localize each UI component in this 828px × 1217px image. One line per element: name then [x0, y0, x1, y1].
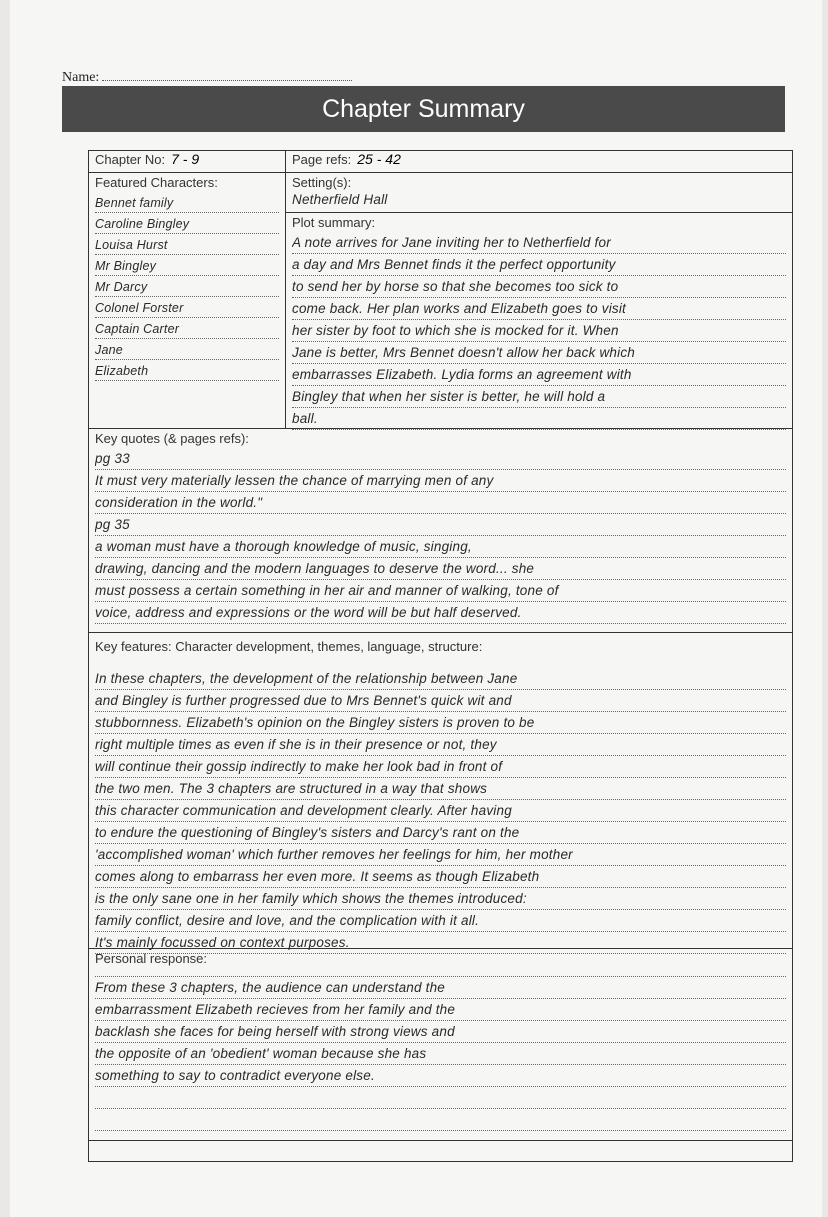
- handwritten-line: It must very materially lessen the chance of marrying men of any: [95, 470, 786, 492]
- handwritten-line: to send her by horse so that she becomes too sick to: [292, 276, 786, 298]
- handwritten-line: drawing, dancing and the modern languages to deserve the word... she: [95, 558, 786, 580]
- setting-value[interactable]: Netherfield Hall: [292, 192, 388, 207]
- handwritten-line: come back. Her plan works and Elizabeth goes to visit: [292, 298, 786, 320]
- handwritten-line: It's mainly focussed on context purposes.: [95, 932, 786, 954]
- handwritten-line: something to say to contradict everyone else.: [95, 1065, 786, 1087]
- personal-response-label: Personal response:: [95, 951, 208, 966]
- blank-line[interactable]: [95, 968, 786, 977]
- name-field[interactable]: [62, 70, 352, 86]
- setting-label: Setting(s):: [292, 175, 352, 190]
- personal-response-cell: [89, 949, 792, 1141]
- chapter-label: Chapter No:: [95, 152, 166, 167]
- handwritten-line: right multiple times as even if she is in their presence or not, they: [95, 734, 786, 756]
- chapter-cell: [89, 151, 286, 173]
- handwritten-line: a day and Mrs Bennet finds it the perfect opportunity: [292, 254, 786, 276]
- handwritten-line: In these chapters, the development of the relationship between Jane: [95, 668, 786, 690]
- handwritten-line: Bingley that when her sister is better, he will hold a: [292, 386, 786, 408]
- featured-characters-label: Featured Characters:: [95, 175, 218, 190]
- handwritten-line: will continue their gossip indirectly to make her look bad in front of: [95, 756, 786, 778]
- name-label: Name:: [62, 70, 100, 85]
- page-refs-label: Page refs:: [292, 152, 352, 167]
- key-quotes-lines[interactable]: [89, 448, 792, 624]
- handwritten-line: backlash she faces for being herself with strong views and: [95, 1021, 786, 1043]
- handwritten-line: A note arrives for Jane inviting her to Netherfield for: [292, 232, 786, 254]
- plot-summary-label: Plot summary:: [292, 215, 376, 230]
- handwritten-line: to endure the questioning of Bingley's sisters and Darcy's rant on the: [95, 822, 786, 844]
- key-quotes-label: Key quotes (& pages refs):: [95, 431, 249, 446]
- personal-response-lines[interactable]: [89, 977, 792, 1087]
- key-features-label: Key features: Character development, themes, language, structure:: [95, 639, 483, 654]
- handwritten-line: Caroline Bingley: [95, 213, 279, 234]
- name-blank[interactable]: [102, 80, 352, 81]
- handwritten-line: Mr Darcy: [95, 276, 279, 297]
- handwritten-line: is the only sane one in her family which shows the themes introduced:: [95, 888, 786, 910]
- handwritten-line: family conflict, desire and love, and the complication with it all.: [95, 910, 786, 932]
- blank-line[interactable]: [95, 1087, 786, 1109]
- setting-cell: [286, 173, 792, 213]
- handwritten-line: this character communication and development clearly. After having: [95, 800, 786, 822]
- handwritten-line: Bennet family: [95, 192, 279, 213]
- page-title: Chapter Summary: [62, 86, 785, 132]
- handwritten-line: Elizabeth: [95, 360, 279, 381]
- featured-characters-list: [89, 192, 285, 381]
- handwritten-line: Colonel Forster: [95, 297, 279, 318]
- handwritten-line: consideration in the world.": [95, 492, 786, 514]
- handwritten-line: embarrassment Elizabeth recieves from her family and the: [95, 999, 786, 1021]
- handwritten-line: Louisa Hurst: [95, 234, 279, 255]
- handwritten-line: the opposite of an 'obedient' woman because she has: [95, 1043, 786, 1065]
- summary-table: [88, 150, 793, 1162]
- handwritten-line: embarrasses Elizabeth. Lydia forms an agreement with: [292, 364, 786, 386]
- handwritten-line: her sister by foot to which she is mocked for it. When: [292, 320, 786, 342]
- handwritten-line: stubbornness. Elizabeth's opinion on the Bingley sisters is proven to be: [95, 712, 786, 734]
- plot-summary-cell: [286, 213, 792, 429]
- handwritten-line: a woman must have a thorough knowledge of music, singing,: [95, 536, 786, 558]
- handwritten-line: must possess a certain something in her air and manner of walking, tone of: [95, 580, 786, 602]
- handwritten-line: and Bingley is further progressed due to Mrs Bennet's quick wit and: [95, 690, 786, 712]
- handwritten-line: Mr Bingley: [95, 255, 279, 276]
- key-quotes-cell: [89, 429, 792, 633]
- page-refs-cell: [286, 151, 792, 173]
- handwritten-line: Jane is better, Mrs Bennet doesn't allow her back which: [292, 342, 786, 364]
- handwritten-line: comes along to embarrass her even more. It seems as though Elizabeth: [95, 866, 786, 888]
- handwritten-line: voice, address and expressions or the word will be but half deserved.: [95, 602, 786, 624]
- plot-summary-lines[interactable]: [286, 232, 792, 430]
- featured-characters-cell: [89, 173, 286, 429]
- handwritten-line: pg 35: [95, 514, 786, 536]
- handwritten-line: From these 3 chapters, the audience can understand the: [95, 977, 786, 999]
- handwritten-line: 'accomplished woman' which further removes her feelings for him, her mother: [95, 844, 786, 866]
- chapter-value[interactable]: 7 - 9: [171, 151, 200, 167]
- handwritten-line: Captain Carter: [95, 318, 279, 339]
- key-features-lines[interactable]: [89, 668, 792, 954]
- page-refs-value[interactable]: 25 - 42: [357, 151, 401, 167]
- key-features-cell: [89, 633, 792, 949]
- handwritten-line: Jane: [95, 339, 279, 360]
- handwritten-line: ball.: [292, 408, 786, 430]
- blank-line[interactable]: [95, 1109, 786, 1131]
- handwritten-line: the two men. The 3 chapters are structured in a way that shows: [95, 778, 786, 800]
- handwritten-line: pg 33: [95, 448, 786, 470]
